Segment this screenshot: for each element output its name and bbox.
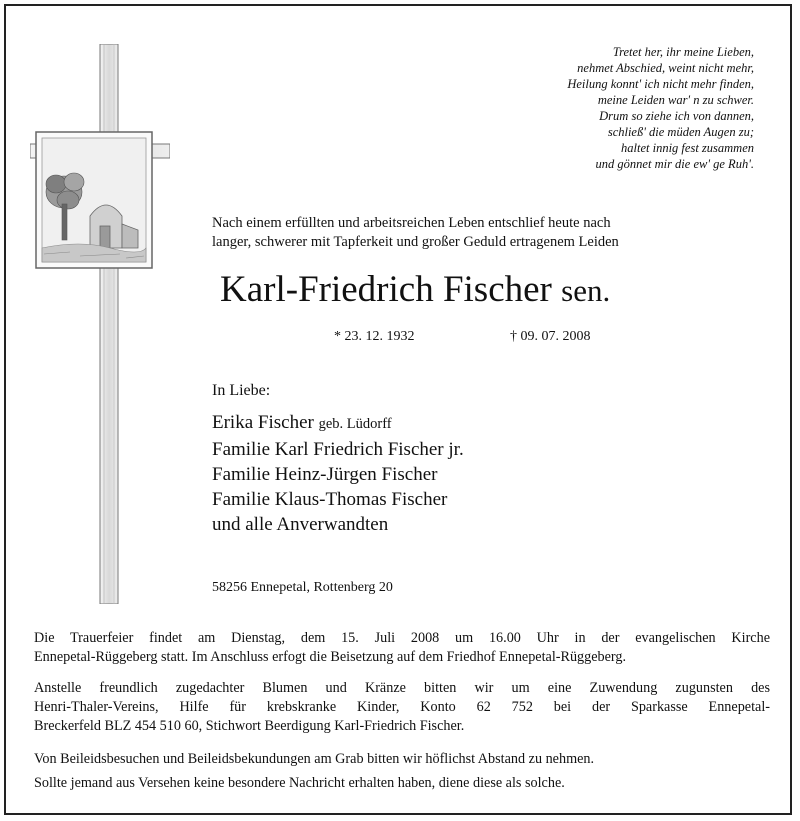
condolence-paragraph [34, 750, 770, 769]
mourner-name: Erika Fischer [212, 412, 314, 433]
mourner-item: Familie Karl Friedrich Fischer jr. [212, 439, 464, 460]
poem-line: schließ' die müden Augen zu; [607, 125, 754, 139]
mourner-item: Familie Heinz-Jürgen Fischer [212, 464, 438, 485]
paragraph-line: Ennepetal-Rüggeberg statt. Im Anschluss erfogt die Beisetzung auf dem Friedhof Ennepetal-Rüggeberg. [34, 649, 627, 665]
deceased-full-name: Karl-Friedrich Fischer [220, 269, 552, 310]
poem-line: Heilung konnt' ich nicht mehr finden, [567, 77, 754, 91]
funeral-paragraph [34, 629, 770, 667]
poem-line: und gönnet mir die ew' ge Ruh'. [595, 157, 754, 171]
poem-line: Tretet her, ihr meine Lieben, [612, 45, 754, 59]
mourner-item: Familie Klaus-Thomas Fischer [212, 489, 448, 510]
paragraph-line: Breckerfeld BLZ 454 510 60, Stichwort Beerdigung Karl-Friedrich Fischer. [34, 718, 465, 734]
family-address: 58256 Ennepetal, Rottenberg 20 [212, 580, 393, 595]
intro-line: langer, schwerer mit Tapferkeit und großer Geduld ertragenem Leiden [212, 234, 619, 250]
poem-line: Drum so ziehe ich von dannen, [599, 109, 754, 123]
poem-line: nehmet Abschied, weint nicht mehr, [577, 61, 754, 75]
birth-date: * 23. 12. 1932 [334, 329, 415, 344]
deceased-suffix: sen. [561, 273, 611, 308]
paragraph-line: Anstelle freundlich zugedachter Blumen und Kränze bitten wir um eine Zuwendung zugunsten des [34, 680, 770, 696]
mourner-item: und alle Anverwandten [212, 514, 389, 535]
death-date: † 09. 07. 2008 [510, 329, 591, 344]
poem [394, 44, 754, 172]
cross-illustration [30, 44, 170, 604]
paragraph-line: Sollte jemand aus Versehen keine besondere Nachricht erhalten haben, diene diese als solche. [34, 775, 565, 791]
poem-line: haltet innig fest zusammen [621, 141, 754, 155]
paragraph-line: Von Beileidsbesuchen und Beileidsbekundungen am Grab bitten wir höflichst Abstand zu nehmen. [34, 751, 595, 767]
deceased-name [220, 268, 610, 313]
intro-line: Nach einem erfüllten und arbeitsreichen Leben entschlief heute nach [212, 215, 611, 231]
notice-paragraph [34, 774, 770, 793]
mourners-list [212, 410, 464, 537]
paragraph-line: Henri-Thaler-Vereins, Hilfe für krebskranke Kinder, Konto 62 752 bei der Sparkasse Ennepetal- [34, 699, 770, 715]
donation-paragraph [34, 679, 770, 736]
intro-text [212, 214, 752, 252]
paragraph-line: Die Trauerfeier findet am Dienstag, dem 15. Juli 2008 um 16.00 Uhr in der evangelischen Kirche [34, 630, 770, 646]
in-love-heading: In Liebe: [212, 382, 271, 399]
mourner-item [212, 410, 464, 437]
poem-line: meine Leiden war' n zu schwer. [597, 93, 754, 107]
maiden-name: geb. Lüdorff [318, 416, 392, 432]
